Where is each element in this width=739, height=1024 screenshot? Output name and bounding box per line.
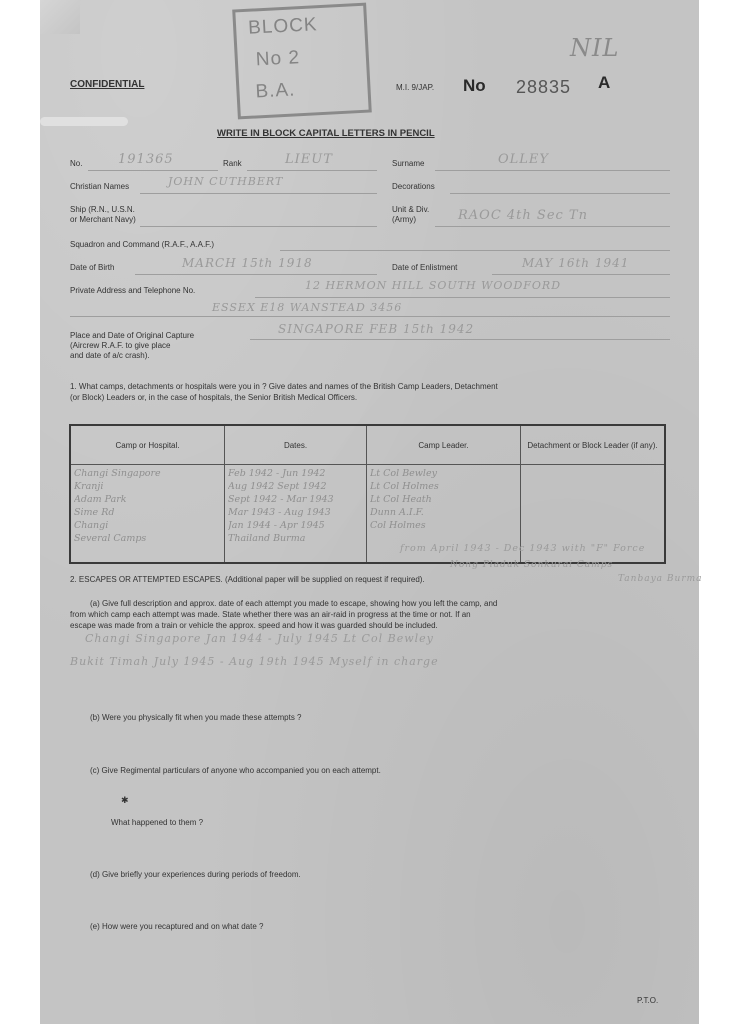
dates-entry: Feb 1942 - Jun 1942 <box>228 468 326 479</box>
surname-line <box>435 170 670 171</box>
no-label: No. <box>70 159 83 168</box>
rank-value: LIEUT <box>285 152 333 167</box>
dates-column <box>225 465 367 564</box>
ship-label-2: or Merchant Navy) <box>70 215 136 224</box>
stamp-line-1: BLOCK <box>247 14 319 39</box>
section2-a-line3: escape was made from a train or vehicle the approx. speed and how it was guarded should be included. <box>70 621 438 630</box>
camp-entry: Changi Singapore <box>74 468 161 479</box>
leader-entry: Col Holmes <box>370 520 426 531</box>
unit-label: Unit & Div. <box>392 205 430 214</box>
table-overflow-3: Tanbaya Burma <box>618 574 703 584</box>
camps-table-header <box>70 425 665 465</box>
camp-column <box>70 465 225 564</box>
document-sheet <box>40 0 703 1024</box>
section2-a-answer-2: Bukit Timah July 1945 - Aug 19th 1945 Myself in charge <box>70 655 439 668</box>
decorations-label: Decorations <box>392 182 435 191</box>
dob-line <box>135 274 377 275</box>
block-stamp <box>232 3 372 120</box>
unit-line <box>435 226 670 227</box>
surname-label: Surname <box>392 159 425 168</box>
rank-label: Rank <box>223 159 242 168</box>
ship-line <box>140 226 377 227</box>
decorations-line <box>450 193 670 194</box>
stamp-line-3: B.A. <box>255 79 296 103</box>
dates-entry: Sept 1942 - Mar 1943 <box>228 494 334 505</box>
instruction-heading: WRITE IN BLOCK CAPITAL LETTERS IN PENCIL <box>217 128 435 139</box>
leader-entry: Dunn A.I.F. <box>370 507 424 518</box>
leader-entry: Lt Col Holmes <box>370 481 439 492</box>
unit-value: RAOC 4th Sec Tn <box>458 208 588 223</box>
address-label: Private Address and Telephone No. <box>70 286 196 295</box>
table-overflow-1: from April 1943 - Dec 1943 with "F" Force <box>400 543 646 554</box>
section2-d: (d) Give briefly your experiences during periods of freedom. <box>90 870 301 879</box>
form-suffix: A <box>598 73 611 92</box>
enlistment-line <box>492 274 670 275</box>
form-number: 28835 <box>516 77 572 97</box>
camp-entry: Changi <box>74 520 109 531</box>
christian-names-value: JOHN CUTHBERT <box>168 175 284 188</box>
address-line-1-rule <box>255 297 670 298</box>
address-line-2-rule <box>70 316 670 317</box>
camp-entry: Adam Park <box>74 494 127 505</box>
ship-label: Ship (R.N., U.S.N. <box>70 205 135 214</box>
section2-title: 2. ESCAPES OR ATTEMPTED ESCAPES. (Additional paper will be supplied on request if required). <box>70 575 425 584</box>
camp-entry: Sime Rd <box>74 507 115 518</box>
address-line-2: ESSEX E18 WANSTEAD 3456 <box>212 301 403 314</box>
header-camp: Camp or Hospital. <box>70 425 225 465</box>
section2-a-answer-1: Changi Singapore Jan 1944 - July 1945 Lt Col Bewley <box>85 632 434 645</box>
rank-line <box>247 170 377 171</box>
dob-label: Date of Birth <box>70 263 115 272</box>
dob-value: MARCH 15th 1918 <box>182 256 313 270</box>
section2-e: (e) How were you recaptured and on what date ? <box>90 922 264 931</box>
dates-entry: Jan 1944 - Apr 1945 <box>228 520 325 531</box>
enlistment-value: MAY 16th 1941 <box>522 256 630 270</box>
camp-entry: Several Camps <box>74 533 147 544</box>
capture-line <box>250 339 670 340</box>
section2-c-sub: What happened to them ? <box>111 818 204 827</box>
dates-entry: Aug 1942 Sept 1942 <box>228 481 327 492</box>
section2-a-line2: from which camp each attempt was made. State whether there was an air-raid in progress at the time or not. If an <box>70 610 471 619</box>
confidential-label: CONFIDENTIAL <box>70 79 145 90</box>
header-camp-leader: Camp Leader. <box>367 425 521 465</box>
leader-entry: Lt Col Bewley <box>370 468 437 479</box>
bullet-mark: ✱ <box>121 795 129 805</box>
squadron-line <box>280 250 670 251</box>
paper-clip-mark <box>40 117 128 126</box>
section2-b: (b) Were you physically fit when you made these attempts ? <box>90 713 302 722</box>
address-line-1: 12 HERMON HILL SOUTH WOODFORD <box>305 279 562 292</box>
section1-question-line2: (or Block) Leaders or, in the case of hospitals, the Senior British Medical Officers. <box>70 393 358 402</box>
squadron-label: Squadron and Command (R.A.F., A.A.F.) <box>70 240 215 249</box>
capture-label-2: (Aircrew R.A.F. to give place <box>70 341 171 350</box>
christian-names-label: Christian Names <box>70 182 130 191</box>
dates-entry: Mar 1943 - Aug 1943 <box>228 507 331 518</box>
section2-c: (c) Give Regimental particulars of anyone who accompanied you on each attempt. <box>90 766 381 775</box>
form-reference: M.I. 9/JAP. <box>396 83 435 92</box>
table-overflow-2: Nong Pladuk Sonkurai Camps <box>450 560 614 570</box>
capture-label: Place and Date of Original Capture <box>70 331 195 340</box>
capture-label-3: and date of a/c crash). <box>70 351 150 360</box>
no-line <box>88 170 218 171</box>
header-detachment-leader: Detachment or Block Leader (if any). <box>521 425 666 465</box>
torn-corner <box>40 0 80 34</box>
unit-label-2: (Army) <box>392 215 416 224</box>
section2-a-line1: (a) Give full description and approx. date of each attempt you made to escape, showing how you left the camp, and <box>90 599 498 608</box>
no-value: 191365 <box>118 152 174 167</box>
pto-label: P.T.O. <box>637 996 659 1005</box>
camp-entry: Kranji <box>74 481 104 492</box>
leader-entry: Lt Col Heath <box>370 494 432 505</box>
stamp-line-2: No 2 <box>255 47 301 71</box>
enlistment-label: Date of Enlistment <box>392 263 458 272</box>
number-label: No <box>463 76 486 95</box>
header-dates: Dates. <box>225 425 367 465</box>
section1-question-line1: 1. What camps, detachments or hospitals were you in ? Give dates and names of the British Camp Leaders, Detachment <box>70 382 498 391</box>
surname-value: OLLEY <box>498 152 549 167</box>
nil-annotation: NIL <box>570 34 620 62</box>
dates-entry: Thailand Burma <box>228 533 306 544</box>
capture-value: SINGAPORE FEB 15th 1942 <box>278 322 475 336</box>
christian-names-line <box>140 193 377 194</box>
